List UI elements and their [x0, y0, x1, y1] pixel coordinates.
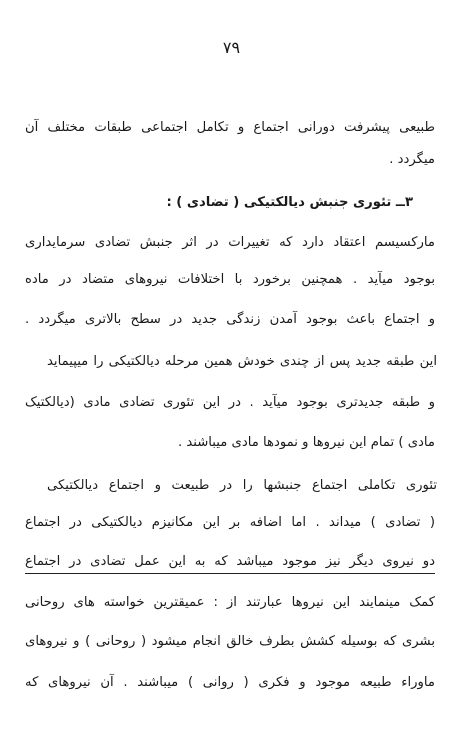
text-line-8: و طبقه جدیدتری بوجود میآید . در این تئوری تضادی مادی (دیالکتیک [25, 395, 435, 410]
text-line-4: مارکسیسم اعتقاد دارد که تغییرات در اثر جنبش تضادی سرمایداری [25, 235, 435, 250]
text-line-15: ماوراء طبیعه موجود و فکری ( روانی ) میباشند . آن نیروهای که [25, 675, 435, 690]
text-line-12-underlined: دو نیروی دیگر نیز موجود میباشد که به این عمل تضادی در اجتماع [25, 552, 435, 574]
text-line-2: میگردد . [389, 152, 435, 167]
text-line-14: بشری که بوسیله کشش بطرف خالق انجام میشود ( روحانی ) و نیروهای [25, 634, 435, 649]
text-line-6: و اجتماع باعث بوجود آمدن زندگی جدید در سطح بالاتری میگردد . [25, 312, 435, 327]
page-number: ۷۹ [222, 38, 241, 57]
text-line-10: تئوری تکاملی اجتماع جنبشها را در طبیعت و اجتماع دیالکتیکی [47, 478, 437, 493]
text-line-7: این طبقه جدید پس از چندی خودش همین مرحله دیالکتیکی را میپیماید [47, 354, 437, 369]
text-line-5: بوجود میآید . همچنین برخورد با اختلافات نیروهای متضاد در ماده [25, 272, 435, 287]
text-line-11: ( تضادی ) میداند . اما اضافه بر این مکانیزم دیالکتیکی در اجتماع [25, 515, 435, 530]
text-line-13: کمک مینمایند این نیروها عبارتند از : عمیقترین خواسته های روحانی [25, 595, 435, 610]
text-line-1: طبیعی پیشرفت دورانی اجتماع و تکامل اجتماعی طبقات مختلف آن [25, 120, 435, 135]
text-line-9: مادی ) تمام این نیروها و نمودها مادی میباشند . [177, 435, 435, 450]
section-heading: ۳ــ تئوری جنبش دیالکتیکی ( تضادی ) : [166, 195, 413, 210]
